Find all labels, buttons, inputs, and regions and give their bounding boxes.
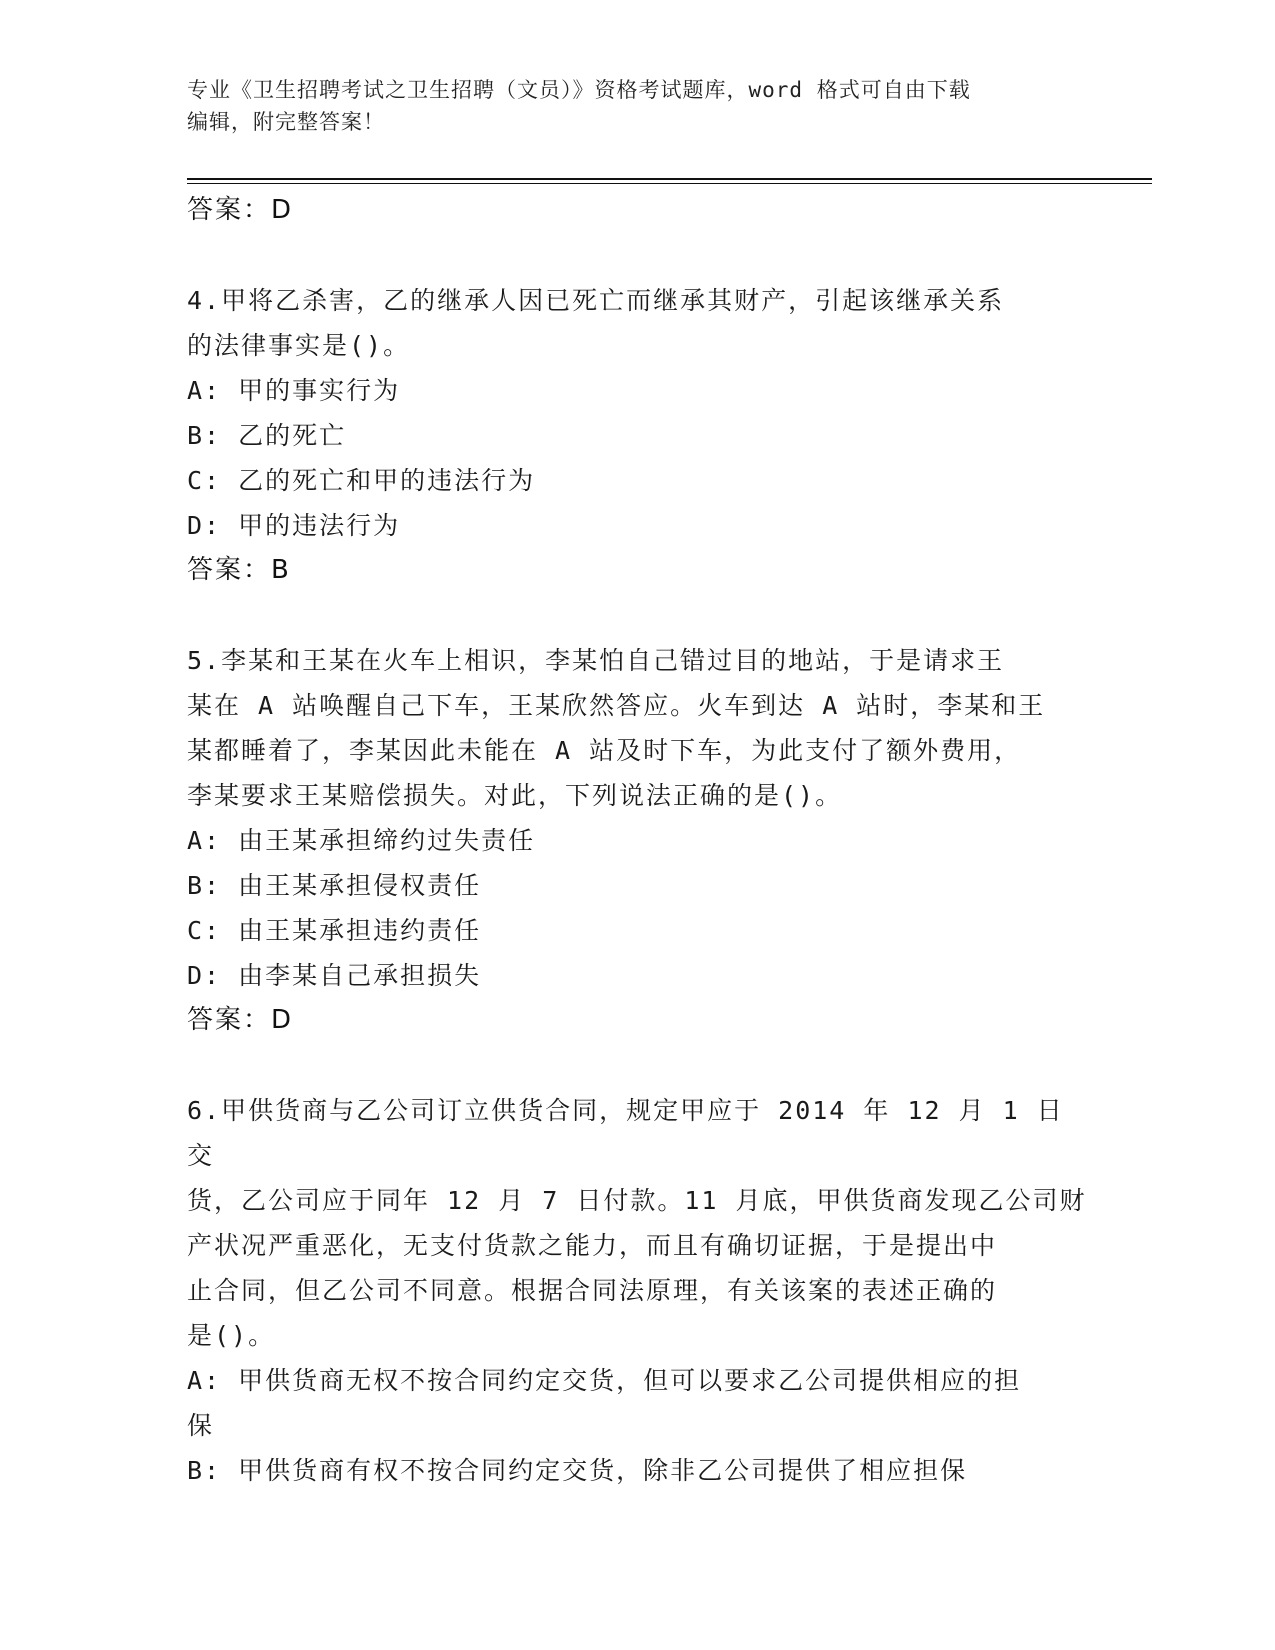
option-c: C: 由王某承担违约责任	[187, 916, 482, 945]
spacer	[187, 232, 1087, 278]
option-d: D: 由李某自己承担损失	[187, 961, 482, 990]
question-stem-line: 货，乙公司应于同年 12 月 7 日付款。11 月底，甲供货商发现乙公司财	[187, 1186, 1087, 1215]
header-divider-thick	[187, 178, 1152, 180]
header-line-2: 编辑，附完整答案！	[187, 110, 385, 134]
question-stem-line: 4.甲将乙杀害，乙的继承人因已死亡而继承其财产，引起该继承关系	[187, 286, 1005, 315]
header-line-1: 专业《卫生招聘考试之卫生招聘（文员）》资格考试题库，word 格式可自由下载	[187, 78, 971, 102]
header-divider-thin	[187, 183, 1152, 184]
question-stem-line: 6.甲供货商与乙公司订立供货合同，规定甲应于 2014 年 12 月 1 日交	[187, 1096, 1064, 1170]
document-body	[187, 188, 1087, 1493]
option-c: C: 乙的死亡和甲的违法行为	[187, 466, 536, 495]
option-b: B: 由王某承担侵权责任	[187, 871, 482, 900]
spacer	[187, 1042, 1087, 1088]
answer-line: 答案：D	[187, 1005, 294, 1035]
question-stem-line: 某在 A 站唤醒自己下车，王某欣然答应。火车到达 A 站时，李某和王	[187, 691, 1046, 720]
question-block	[187, 278, 1087, 548]
option-d: D: 甲的违法行为	[187, 511, 401, 540]
option-a-continued: 保	[187, 1411, 215, 1440]
option-b: B: 乙的死亡	[187, 421, 347, 450]
question-stem-line: 的法律事实是()。	[187, 331, 411, 360]
question-stem-line: 李某要求王某赔偿损失。对此，下列说法正确的是()。	[187, 781, 843, 810]
option-a: A: 甲的事实行为	[187, 376, 401, 405]
option-b: B: 甲供货商有权不按合同约定交货，除非乙公司提供了相应担保	[187, 1456, 968, 1485]
question-stem-line: 产状况严重恶化，无支付货款之能力，而且有确切证据，于是提出中	[187, 1231, 998, 1260]
answer-line: 答案：D	[187, 195, 294, 225]
question-stem-line: 某都睡着了，李某因此未能在 A 站及时下车，为此支付了额外费用，	[187, 736, 1022, 765]
question-block	[187, 638, 1087, 998]
spacer	[187, 592, 1087, 638]
question-stem-line: 是()。	[187, 1321, 276, 1350]
answer-line: 答案：B	[187, 555, 291, 585]
question-block	[187, 1088, 1087, 1493]
option-a: A: 甲供货商无权不按合同约定交货，但可以要求乙公司提供相应的担	[187, 1366, 1022, 1395]
option-a: A: 由王某承担缔约过失责任	[187, 826, 536, 855]
page-header	[187, 74, 1087, 138]
question-stem-line: 5.李某和王某在火车上相识，李某怕自己错过目的地站，于是请求王	[187, 646, 1005, 675]
question-stem-line: 止合同，但乙公司不同意。根据合同法原理，有关该案的表述正确的	[187, 1276, 998, 1305]
